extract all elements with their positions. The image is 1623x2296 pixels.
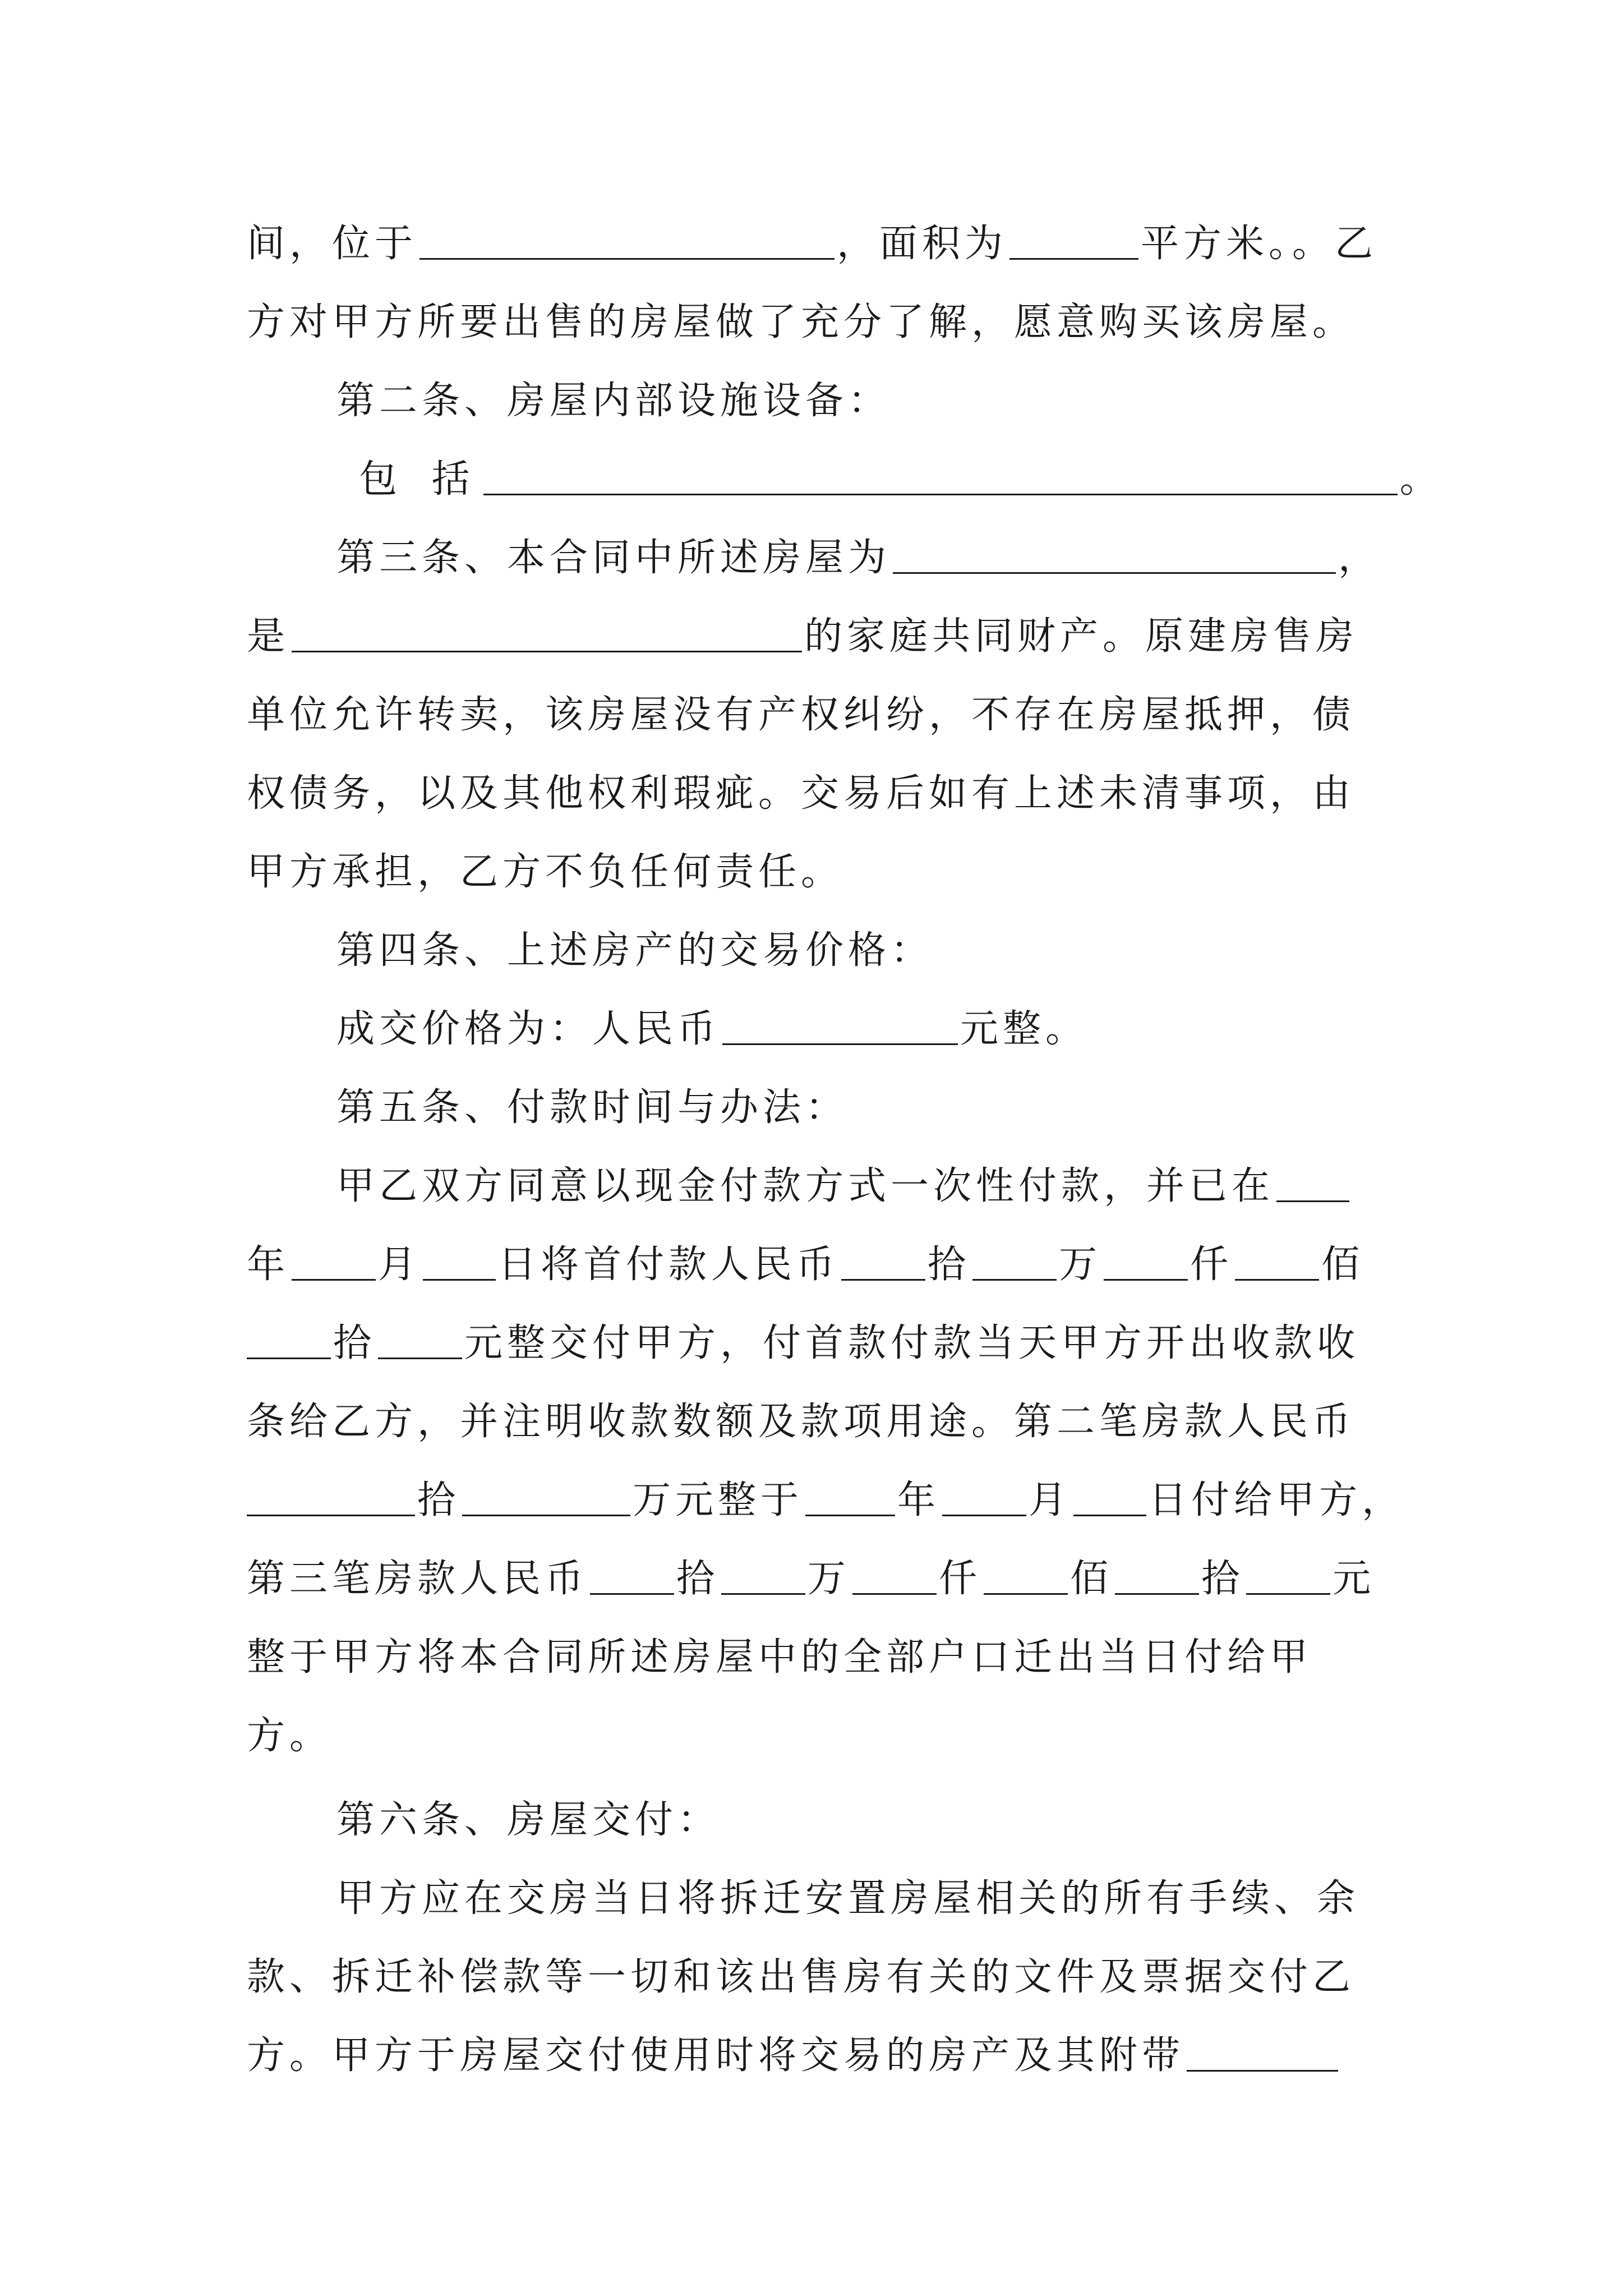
text-hundred-2: 佰 <box>1070 1557 1113 1601</box>
blank-year-2 <box>805 1479 895 1516</box>
line-buyer-understanding <box>247 289 1391 356</box>
text-area-is: ，面积为 <box>837 222 1008 266</box>
text-first-payment: 日将首付款人民币 <box>498 1243 840 1287</box>
text-year: 年 <box>247 1243 290 1287</box>
text-located-at: 间，位于 <box>247 222 418 266</box>
text-month: 月 <box>378 1243 421 1287</box>
article-4-heading <box>336 917 1391 984</box>
article-3-heading <box>336 524 1391 592</box>
line-transfer-allowed <box>247 682 1391 749</box>
text-hundred: 佰 <box>1321 1243 1364 1287</box>
blank-price <box>722 1007 958 1045</box>
line-third-payment <box>247 1545 1391 1613</box>
text-ten-5: 拾 <box>1201 1557 1244 1601</box>
text-article-6: 第六条、房屋交付： <box>336 1798 721 1842</box>
blank-location <box>419 222 834 260</box>
line-compensation <box>247 1944 1391 2011</box>
line-first-payment <box>247 1231 1391 1299</box>
text-attached: 方。甲方于房屋交付使用时将交易的房产及其附带 <box>247 2033 1185 2078</box>
blank-amount-1e <box>247 1322 331 1359</box>
text-article-3: 第三条、本合同中所述房屋为 <box>336 536 891 580</box>
text-square-meters: 平方米。。乙 <box>1141 222 1378 266</box>
line-no-defects <box>247 760 1391 827</box>
line-party-a-end <box>247 1703 1391 1770</box>
text-article-4: 第四条、上述房产的交易价格： <box>336 928 934 973</box>
text-include: 包 括 <box>359 457 481 501</box>
text-pay-seller: 日付给甲方， <box>1149 1478 1405 1522</box>
blank-amount-2a <box>247 1479 415 1516</box>
blank-amount-2b <box>462 1479 630 1516</box>
text-payment-method: 甲乙双方同意以现金付款方式一次性付款，并已在 <box>336 1164 1275 1208</box>
article-5-heading <box>336 1074 1391 1142</box>
text-price-label: 成交价格为：人民币 <box>336 1007 721 1051</box>
blank-amount-3f <box>1246 1557 1330 1595</box>
text-article-5: 第五条、付款时间与办法： <box>336 1085 849 1130</box>
blank-day-1 <box>423 1243 496 1281</box>
text-wan-yuan-at: 万元整于 <box>633 1478 804 1522</box>
line-facilities-include <box>359 446 1442 513</box>
blank-amount-3a <box>590 1557 674 1595</box>
text-ten-2: 拾 <box>333 1321 376 1365</box>
blank-amount-1a <box>841 1243 925 1281</box>
text-ten-thousand: 万 <box>1059 1243 1102 1287</box>
text-ten: 拾 <box>928 1243 971 1287</box>
blank-area <box>1009 222 1138 260</box>
blank-attached <box>1187 2034 1338 2072</box>
text-period: 。 <box>1399 457 1442 501</box>
text-ten-thousand-2: 万 <box>808 1557 851 1601</box>
line-hukou-moved <box>247 1624 1391 1691</box>
blank-owner <box>292 615 802 652</box>
line-location-area <box>247 210 1391 278</box>
text-hukou-moved: 整于甲方将本合同所述房屋中的全部户口迁出当日付给甲 <box>247 1635 1313 1680</box>
line-attached <box>247 2022 1391 2090</box>
text-receipt-note: 条给乙方，并注明收款数额及款项用途。第二笔房款人民币 <box>247 1400 1355 1444</box>
text-compensation: 款、拆迁补偿款等一切和该出售房有关的文件及票据交付乙 <box>247 1955 1355 1999</box>
blank-facilities <box>483 458 1398 495</box>
line-second-payment <box>247 1467 1405 1534</box>
line-price <box>336 996 1391 1063</box>
blank-amount-3c <box>852 1557 937 1595</box>
text-yuan: 元整。 <box>960 1007 1089 1051</box>
line-handover-docs <box>336 1865 1391 1932</box>
text-party-a-end: 方。 <box>247 1714 333 1758</box>
text-receipt: 元整交付甲方，付首款付款当天甲方开出收款收 <box>464 1321 1360 1365</box>
article-6-heading <box>336 1787 1391 1854</box>
text-article-2: 第二条、房屋内部设施设备： <box>336 379 891 423</box>
blank-month-1 <box>292 1243 376 1281</box>
blank-house-type <box>893 536 1336 574</box>
text-thousand-2: 仟 <box>939 1557 982 1601</box>
text-ten-4: 拾 <box>676 1557 720 1601</box>
line-first-payment-cont <box>247 1310 1391 1377</box>
blank-amount-1c <box>1104 1243 1188 1281</box>
line-joint-property <box>247 603 1391 670</box>
article-2-heading <box>336 367 1391 435</box>
blank-amount-3b <box>721 1557 805 1595</box>
line-seller-liability <box>247 839 1391 906</box>
blank-amount-3e <box>1115 1557 1199 1595</box>
text-thousand: 仟 <box>1190 1243 1233 1287</box>
line-payment-method <box>336 1153 1391 1220</box>
text-year-2: 年 <box>897 1478 940 1522</box>
text-yuan-2: 元 <box>1332 1557 1376 1601</box>
text-no-defects: 权债务，以及其他权利瑕疵。交易后如有上述未清事项，由 <box>247 771 1355 816</box>
text-buyer-understanding: 方对甲方所要出售的房屋做了充分了解，愿意购买该房屋。 <box>247 300 1355 344</box>
text-comma: ， <box>1338 536 1381 580</box>
blank-amount-3d <box>984 1557 1068 1595</box>
text-third-payment: 第三笔房款人民币 <box>247 1557 588 1601</box>
text-ten-3: 拾 <box>417 1478 460 1522</box>
text-month-2: 月 <box>1029 1478 1072 1522</box>
text-seller-liability: 甲方承担，乙方不负任何责任。 <box>247 850 844 894</box>
blank-month-2 <box>942 1479 1026 1516</box>
line-receipt-note <box>247 1388 1391 1456</box>
text-is: 是 <box>247 614 290 659</box>
blank-amount-1d <box>1235 1243 1319 1281</box>
text-joint-property: 的家庭共同财产。原建房售房 <box>804 614 1359 659</box>
blank-amount-1f <box>378 1322 462 1359</box>
blank-day-2 <box>1073 1479 1146 1516</box>
blank-year-1 <box>1276 1165 1349 1202</box>
text-handover-docs: 甲方应在交房当日将拆迁安置房屋相关的所有手续、余 <box>336 1876 1360 1921</box>
text-transfer-allowed: 单位允许转卖，该房屋没有产权纠纷，不存在房屋抵押，债 <box>247 693 1355 737</box>
blank-amount-1b <box>972 1243 1057 1281</box>
